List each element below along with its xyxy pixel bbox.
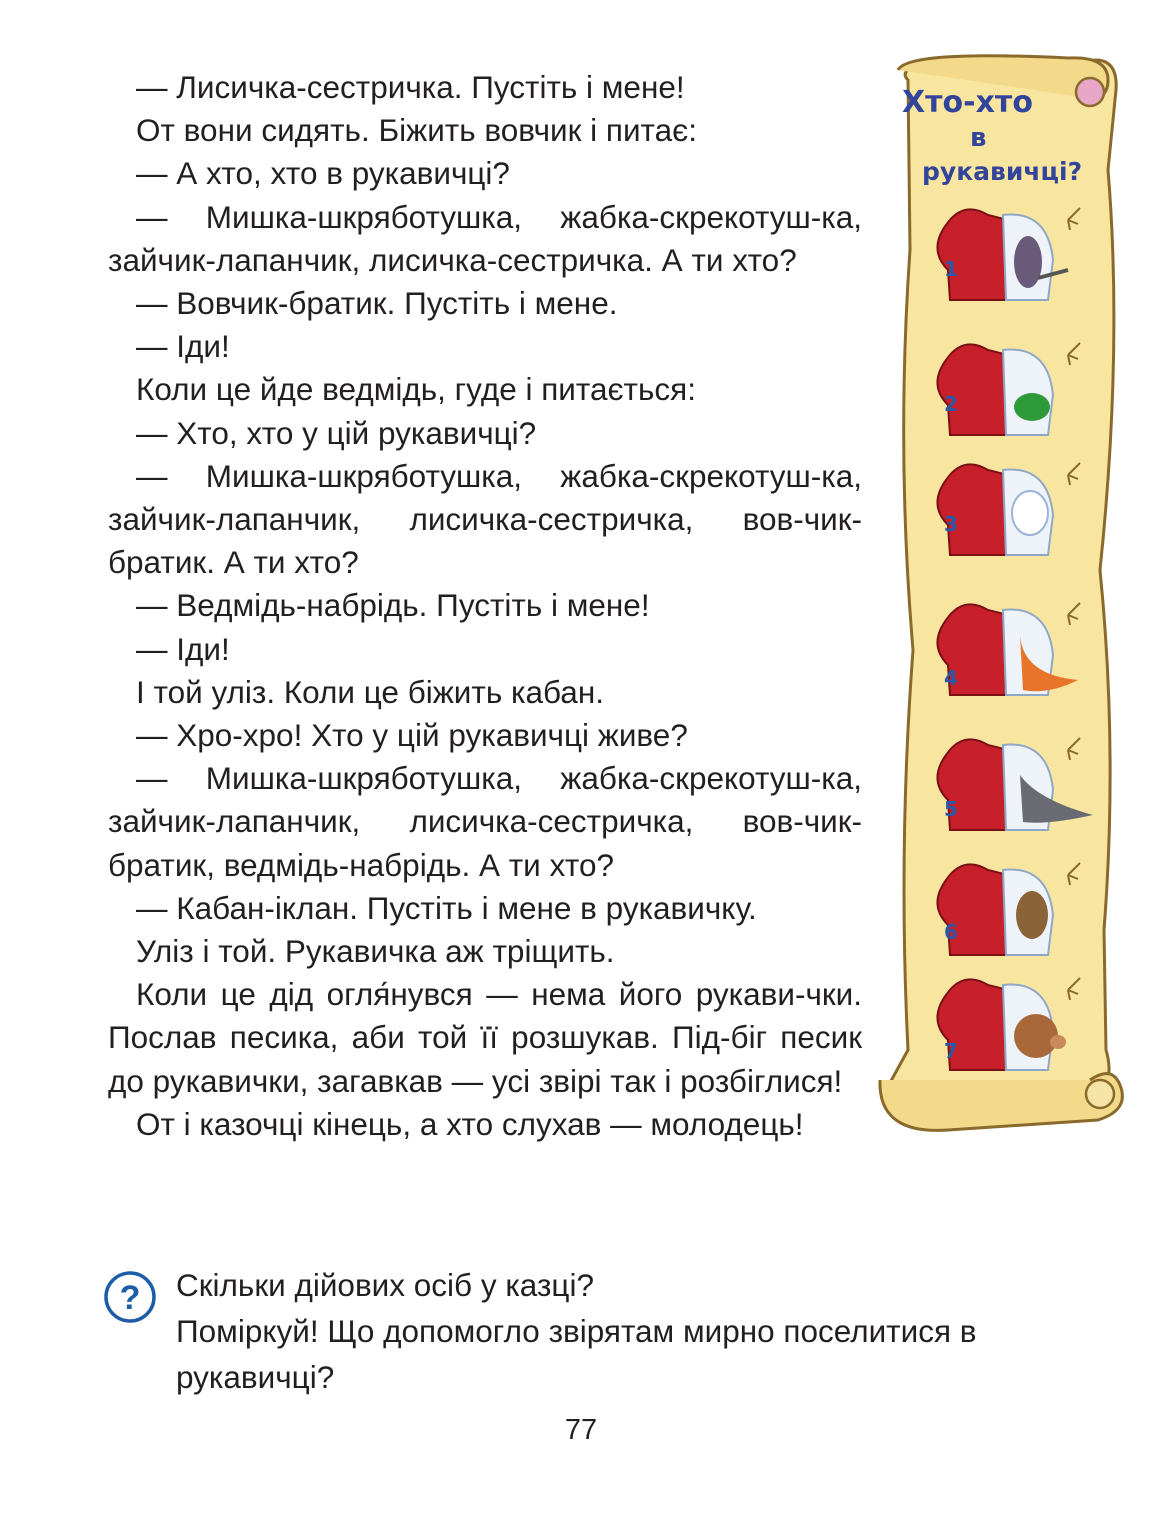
- story-paragraph: От і казочці кінець, а хто слухав — молодець!: [136, 1105, 804, 1142]
- story-paragraph: — Хто, хто у цій рукавичці?: [136, 414, 537, 451]
- story-paragraph: — Мишка-шкряботушка, жабка-скрекотуш-ка, зайчик-лапанчик, лисичка-сестричка. А ти хто?: [108, 198, 862, 278]
- story-paragraph: Уліз і той. Рукавичка аж тріщить.: [136, 933, 615, 970]
- story-paragraph: — А хто, хто в рукавичці?: [136, 155, 510, 192]
- mitten-number: 3: [944, 512, 958, 536]
- story-paragraph: — Мишка-шкряботушка, жабка-скрекотуш-ка, зайчик-лапанчик, лисичка-сестричка, вов-чик-братик. А ти хто?: [108, 457, 862, 581]
- question-mark-icon: [103, 1270, 157, 1324]
- mitten-number: 1: [944, 257, 958, 281]
- mitten-scroll-illustration: [868, 50, 1138, 1140]
- story-paragraph: — Лисичка-сестричка. Пустіть і мене!: [136, 69, 685, 105]
- mitten-number: 2: [944, 392, 958, 416]
- scroll-bottom-curl: [880, 1074, 1122, 1131]
- story-paragraph: Коли це дід огля́нувся — нема його рукави-чки. Послав песика, аби той її розшукав. Під-біг песик до рукавички, загавкав — усі звірі так і розбіглися!: [108, 976, 862, 1099]
- story-paragraph: — Ведмідь-набрідь. Пустіть і мене!: [136, 587, 650, 624]
- story-paragraph: — Мишка-шкряботушка, жабка-скрекотуш-ка, зайчик-лапанчик, лисичка-сестричка, вов-чик-братик, ведмідь-набрідь. А ти хто?: [108, 760, 862, 883]
- story-paragraph: — Вовчик-братик. Пустіть і мене.: [136, 285, 618, 322]
- story-paragraph: — Іди!: [136, 630, 230, 667]
- scroll-title-line2: в: [970, 123, 987, 153]
- story-paragraph: Коли це йде ведмідь, гуде і питається:: [136, 371, 696, 408]
- story-text: [108, 66, 862, 1146]
- questions-block: [176, 1262, 1076, 1400]
- scroll-title-line1: Хто-хто: [902, 85, 1033, 120]
- mitten-number: 7: [944, 1039, 958, 1063]
- svg-text:?: ?: [119, 1279, 141, 1317]
- story-paragraph: — Хро-хро! Хто у цій рукавичці живе?: [136, 717, 688, 754]
- question-2: Поміркуй! Що допомогло звірятам мирно поселитися в рукавичці?: [176, 1313, 977, 1395]
- page-number: 77: [564, 1414, 598, 1446]
- scroll-title-line3: рукавичці?: [922, 157, 1083, 186]
- mitten-number: 4: [944, 666, 958, 690]
- mitten-number: 5: [944, 797, 958, 821]
- story-paragraph: І той уліз. Коли це біжить кабан.: [136, 673, 604, 710]
- story-paragraph: — Кабан-іклан. Пустіть і мене в рукавичку.: [136, 889, 757, 926]
- question-1: Скільки дійових осіб у казці?: [176, 1267, 594, 1303]
- story-paragraph: — Іди!: [136, 328, 230, 365]
- story-paragraph: От вони сидять. Біжить вовчик і питає:: [136, 112, 697, 149]
- mitten-number: 6: [944, 920, 958, 944]
